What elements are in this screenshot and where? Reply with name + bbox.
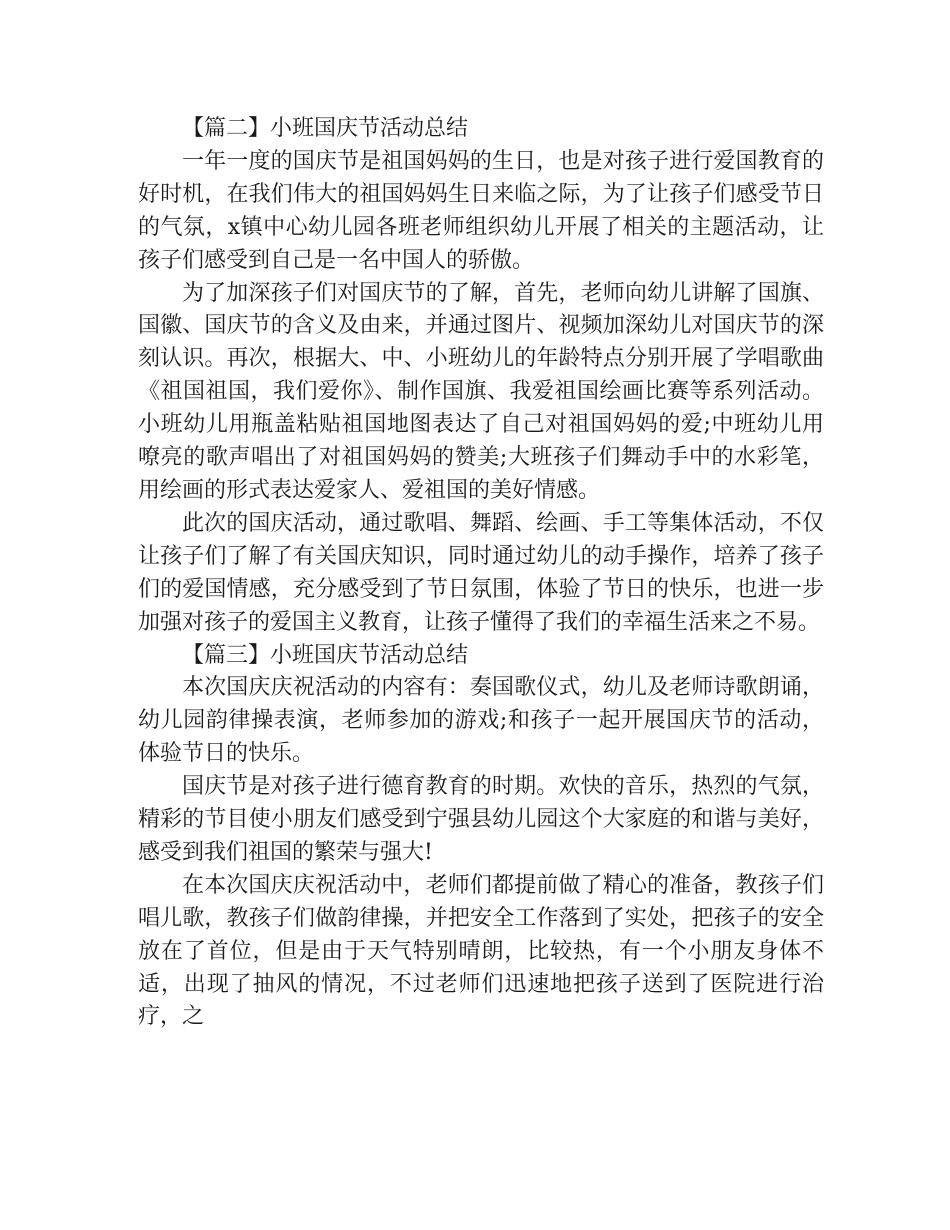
document-body bbox=[138, 113, 824, 1034]
section-heading-2: 【篇二】小班国庆节活动总结 bbox=[182, 116, 469, 141]
section-heading-3: 【篇三】小班国庆节活动总结 bbox=[182, 642, 469, 668]
paragraph: 本次国庆庆祝活动的内容有：奏国歌仪式，幼儿及老师诗歌朗诵，幼儿园韵律操表演，老师参加的游戏;和孩子一起开展国庆节的活动，体验节日的快乐。 bbox=[138, 675, 824, 767]
paragraph: 一年一度的国庆节是祖国妈妈的生日，也是对孩子进行爱国教育的好时机，在我们伟大的祖国妈妈生日来临之际，为了让孩子们感受节日的气氛，x镇中心幼儿园各班老师组织幼儿开展了相关的主题活动，让孩子们感受到自己是一名中国人的骄傲。 bbox=[138, 148, 824, 273]
paragraph: 国庆节是对孩子进行德育教育的时期。欢快的音乐，热烈的气氛，精彩的节目使小朋友们感受到宁强县幼儿园这个大家庭的和谐与美好，感受到我们祖国的繁荣与强大! bbox=[138, 774, 824, 865]
paragraph: 在本次国庆庆祝活动中，老师们都提前做了精心的准备，教孩子们唱儿歌，教孩子们做韵律操，并把安全工作落到了实处，把孩子的安全放在了首位，但是由于天气特别晴朗，比较热，有一个小朋友身体不适，出现了抽风的情况，不过老师们迅速地把孩子送到了医院进行治疗，之 bbox=[138, 872, 824, 1030]
paragraph: 为了加深孩子们对国庆节的了解，首先，老师向幼儿讲解了国旗、国徽、国庆节的含义及由来，并通过图片、视频加深幼儿对国庆节的深刻认识。再次，根据大、中、小班幼儿的年龄特点分别开展了学唱歌曲《祖国祖国，我们爱你》、制作国旗、我爱祖国绘画比赛等系列活动。小班幼儿用瓶盖粘贴祖国地图表达了自己对祖国妈妈的爱;中班幼儿用嘹亮的歌声唱出了对祖国妈妈的赞美;大班孩子们舞动手中的水彩笔，用绘画的形式表达爱家人、爱祖国的美好情感。 bbox=[138, 280, 824, 503]
paragraph: 此次的国庆活动，通过歌唱、舞蹈、绘画、手工等集体活动，不仅让孩子们了解了有关国庆知识，同时通过幼儿的动手操作，培养了孩子们的爱国情感，充分感受到了节日氛围，体验了节日的快乐，也进一步加强对孩子的爱国主义教育，让孩子懂得了我们的幸福生活来之不易。 bbox=[138, 510, 824, 635]
